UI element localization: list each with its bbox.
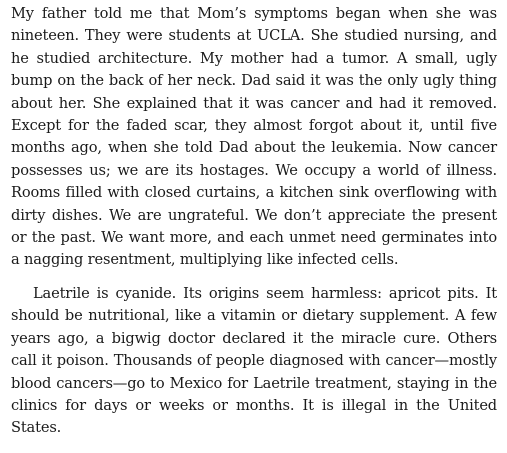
paragraph-1: My father told me that Mom’s symptoms began when she was nineteen. They were students at UCLA. She studied nursing, and he studied architecture. My mother had a tumor. A small, ugly bump on the back of her neck. Dad said it was the only ugly thing about her. She explained that it was cancer and had it removed. Except for the faded scar, they almost forgot about it, until five months ago, when she told Dad about the leukemia. Now cancer possesses us; we are its hostages. We occupy a world of illness. Rooms filled with closed curtains, a kitchen sink overflowing with dirty dishes. We are ungrateful. We don’t appreciate the present or the past. We want more, and each unmet need germinates into a nagging resentment, multiplying like infected cells. xyxy=(11,5,497,269)
paragraph-2: Laetrile is cyanide. Its origins seem harmless: apricot pits. It should be nutritional, like a vitamin or dietary supplement. A few years ago, a bigwig doctor declared it the miracle cure. Others call it poison. Thousands of people diagnosed with cancer—mostly blood cancers—go to Mexico for Laetrile treatment, staying in the clinics for days or weeks or months. It is illegal in the United States. xyxy=(11,284,497,437)
document-page xyxy=(11,3,497,440)
